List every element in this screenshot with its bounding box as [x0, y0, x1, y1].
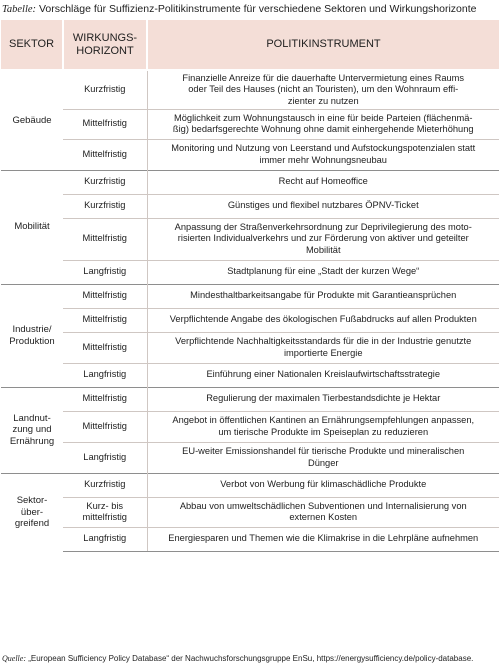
horizon-line: Kurzfristig [84, 176, 126, 187]
sector-line: Gebäude [12, 114, 52, 126]
horizon-cell [63, 363, 147, 387]
horizon-cell [63, 387, 147, 411]
sector-line: greifend [14, 518, 50, 529]
sector-line: Produktion [9, 335, 55, 347]
horizon-line: Mittelfristig [82, 393, 127, 404]
instrument-cell [147, 527, 499, 551]
horizon-line: Kurzfristig [84, 84, 126, 94]
instrument-line: Dünger [308, 457, 339, 468]
instrument-line: Finanzielle Anreize für die dauerhafte Untervermietung eines Raums [182, 72, 465, 83]
horizon-line: Langfristig [83, 266, 127, 277]
table-row [1, 387, 499, 411]
instrument-cell [147, 473, 499, 497]
table-caption [2, 2, 498, 16]
sector-line: Ernährung [9, 435, 55, 447]
horizon-line: Langfristig [83, 533, 127, 544]
instrument-line: Verpflichtende Angabe des ökologischen Fußabdrucks auf allen Produkten [169, 314, 477, 325]
instrument-line: EU-weiter Emissionshandel für tierische Produkte und mineralischen [182, 446, 465, 456]
horizon-line: Mittelfristig [82, 341, 127, 352]
instrument-line: Verpflichtende Nachhaltigkeitsstandards für die in der Industrie genutzte [175, 336, 472, 346]
caption-text: Vorschläge für Suffizienz-Politikinstrumente für verschiedene Sektoren und Wirkungshorizonte [38, 3, 477, 15]
instrument-line: ßig) bedarfsgerechte Wohnung ohne damit einhergehende Mieterhöhung [172, 124, 474, 134]
sector-line: Sektor- [16, 495, 48, 506]
table-row [1, 363, 499, 387]
table-row [1, 497, 499, 527]
instrument-cell [147, 497, 499, 527]
header-horizon: WIRKUNGS- HORIZONT [63, 20, 147, 70]
table-row [1, 442, 499, 473]
instrument-cell [147, 411, 499, 442]
instrument-cell [147, 284, 499, 308]
instrument-line: Energiesparen und Themen wie die Klimakrise in die Lehrpläne aufnehmen [168, 533, 479, 544]
horizon-line: Kurzfristig [84, 479, 126, 490]
table-row [1, 139, 499, 170]
table-body [1, 70, 499, 551]
header-instrument: POLITIKINSTRUMENT [147, 20, 499, 70]
sector-cell [1, 70, 63, 170]
horizon-cell [63, 411, 147, 442]
horizon-cell [63, 194, 147, 218]
policy-table [1, 20, 499, 552]
instrument-line: oder Teil des Hauses (nicht an Touristen), um den Wohnraum effi- [188, 84, 459, 94]
horizon-line: Kurzfristig [84, 200, 126, 211]
sector-cell [1, 473, 63, 551]
horizon-cell [63, 260, 147, 284]
sector-line: zung und [12, 424, 52, 436]
horizon-cell [63, 308, 147, 332]
horizon-line: Kurz- bis [86, 500, 124, 511]
instrument-line: Günstiges und flexibel nutzbares ÖPNV-Ticket [227, 200, 419, 211]
instrument-cell [147, 194, 499, 218]
instrument-line: Monitoring und Nutzung von Leerstand und Aufstockungspotenzialen statt [171, 143, 476, 153]
table-row [1, 308, 499, 332]
table-header-row [1, 20, 499, 70]
sector-line: Landnut- [13, 412, 51, 424]
sector-line: Industrie/ [12, 324, 52, 335]
table-row [1, 332, 499, 363]
source-label: Quelle: [2, 654, 26, 663]
horizon-cell [63, 170, 147, 194]
horizon-cell [63, 527, 147, 551]
instrument-line: importierte Energie [283, 347, 363, 358]
horizon-line: Mittelfristig [82, 233, 127, 244]
instrument-line: Anpassung der Straßenverkehrsordnung zur Deprivilegierung des moto- [174, 221, 472, 232]
horizon-cell [63, 70, 147, 109]
table-row [1, 284, 499, 308]
instrument-cell [147, 363, 499, 387]
sector-line: Mobilität [14, 221, 50, 233]
instrument-cell [147, 109, 499, 139]
horizon-line: Mittelfristig [82, 420, 127, 431]
table-row [1, 218, 499, 260]
instrument-cell [147, 218, 499, 260]
instrument-cell [147, 260, 499, 284]
instrument-line: externen Kosten [289, 512, 358, 522]
horizon-line: Mittelfristig [82, 118, 127, 129]
table-source [2, 653, 498, 665]
instrument-line: Möglichkeit zum Wohnungstausch in eine für beide Parteien (flächenmä- [173, 112, 473, 123]
sector-cell [1, 170, 63, 284]
table-row [1, 527, 499, 551]
table-row [1, 70, 499, 109]
instrument-cell [147, 442, 499, 473]
horizon-cell [63, 218, 147, 260]
instrument-cell [147, 170, 499, 194]
caption-label: Tabelle: [2, 4, 37, 15]
instrument-line: Angebot in öffentlichen Kantinen an Ernährungsempfehlungen anpassen, [172, 415, 475, 425]
horizon-line: Langfristig [83, 451, 127, 462]
horizon-line: mittelfristig [82, 512, 127, 522]
instrument-cell [147, 332, 499, 363]
instrument-cell [147, 308, 499, 332]
horizon-cell [63, 284, 147, 308]
sector-cell [1, 284, 63, 387]
instrument-line: Mindesthaltbarkeitsangabe für Produkte mit Garantieansprüchen [190, 290, 457, 301]
horizon-cell [63, 473, 147, 497]
instrument-line: Stadtplanung für eine „Stadt der kurzen Wege“ [227, 266, 420, 277]
source-text: „European Sufficiency Policy Database“ der Nachwuchsforschungsgruppe EnSu, https://energysufficiency.de/policy-database. [28, 654, 474, 663]
table-row [1, 109, 499, 139]
instrument-line: Verbot von Werbung für klimaschädliche Produkte [220, 479, 427, 490]
instrument-line: Recht auf Homeoffice [278, 176, 368, 187]
horizon-cell [63, 109, 147, 139]
sector-cell [1, 387, 63, 473]
horizon-line: Mittelfristig [82, 314, 127, 325]
table-row [1, 170, 499, 194]
instrument-line: risierten Individualverkehrs und zur Förderung von aktiver und geteilter [177, 233, 469, 244]
instrument-line: Regulierung der maximalen Tierbestandsdichte je Hektar [206, 393, 441, 404]
table-row [1, 411, 499, 442]
instrument-cell [147, 70, 499, 109]
instrument-line: immer mehr Wohnungsneubau [259, 154, 387, 165]
table-row [1, 473, 499, 497]
horizon-line: Mittelfristig [82, 148, 127, 159]
horizon-cell [63, 442, 147, 473]
instrument-line: Mobilität [305, 244, 341, 255]
instrument-line: um tierische Produkte im Speiseplan zu reduzieren [218, 426, 429, 437]
horizon-line: Mittelfristig [82, 290, 127, 301]
instrument-cell [147, 387, 499, 411]
horizon-line: Langfristig [83, 369, 127, 380]
table-row [1, 260, 499, 284]
table-row [1, 194, 499, 218]
instrument-line: Abbau von umweltschädlichen Subventionen und Internalisierung von [179, 500, 467, 511]
header-sector: SEKTOR [1, 20, 63, 70]
instrument-line: zienter zu nutzen [287, 95, 359, 106]
instrument-cell [147, 139, 499, 170]
sector-line: über- [20, 506, 44, 518]
horizon-cell [63, 497, 147, 527]
horizon-cell [63, 139, 147, 170]
horizon-cell [63, 332, 147, 363]
instrument-line: Einführung einer Nationalen Kreislaufwirtschaftsstrategie [206, 369, 441, 380]
